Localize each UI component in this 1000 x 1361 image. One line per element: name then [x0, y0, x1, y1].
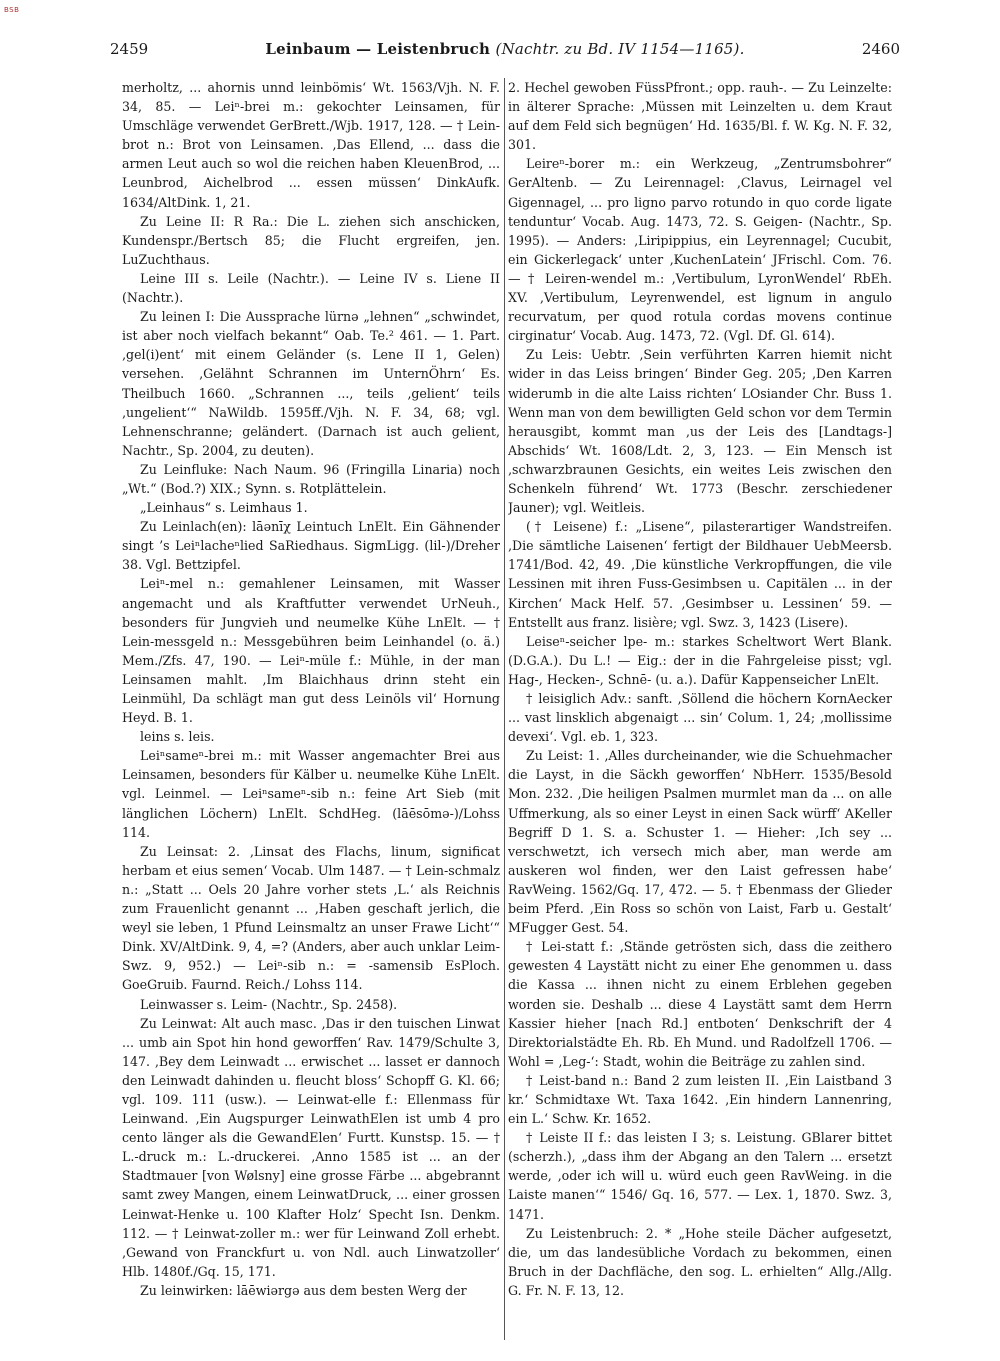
dictionary-entry: Leiⁿ-mel n.: gemahlener Leinsamen, mit Wasser angemacht und als Kraftfutter verwendet UrNeuh., besonders für Jungvieh und neumelke Kühe LnElt. — † Lein-messgeld n.: Messgebühren beim Leinhandel (o. ä.) Mem./Zfs. 47, 190. — Leiⁿ-müle f.: Mühle, in der man Leinsamen mahlt. ‚Im Blaichhaus drinn steht ein Leinmühl, Da schlägt man gut dess Leinöls vil‘ Hornung Heyd. B. 1. [122, 576, 500, 726]
dictionary-entry: († Leisene) f.: „Lisene“, pilasterartiger Wandstreifen. ‚Die sämtliche Laisenen‘ fertigt der Bildhauer UebMeersb. 1741/Bod. 42, 49. ‚Die künstliche Verkropffungen, die vile Lessinen mit ihren Fuss-Gesimbsen u. Capitälen ... in der Kirchen‘ Mack Helf. 57. ‚Gesimbser u. Lessinen‘ 59. — Entstellt aus franz. lisière; vgl. Swz. 3, 1423 (Lisere). [508, 519, 892, 630]
dictionary-entry: Zu Leine II: R Ra.: Die L. ziehen sich anschicken, Kundenspr./Bertsch 85; die Flucht ergreifen, jen. LuZuchthaus. [122, 213, 500, 267]
dictionary-entry: Zu leinwirken: lāēwiərgə aus dem besten Werg der [140, 1282, 467, 1298]
page-number-right: 2460 [861, 40, 900, 58]
page-header [110, 40, 900, 64]
dictionary-entry: Zu Leistenbruch: 2. * „Hohe steile Dächer aufgesetzt, die, um das landesübliche Vordach zu bekommen, einen Bruch in der Dachfläche, den sog. L. erhielten“ Allg./Allg. G. Fr. N. F. 13, 12. [508, 1225, 892, 1298]
dictionary-entry: 2. Hechel gewoben FüssPfront.; opp. rauh-. — Zu Leinzelte: in älterer Sprache: ‚Müssen mit Leinzelten u. dem Kraut auf dem Feld sich begnügen‘ Hd. 1635/Bl. f. W. Kg. N. F. 32, 301. [508, 80, 892, 153]
dictionary-entry: Zu Leinlach(en): lāənīχ Leintuch LnElt. Ein Gähnender singt ’s Leiⁿlacheⁿlied SaRiedhaus. SigmLigg. (lil-)/Dreher 38. Vgl. Bettzipfel. [122, 519, 500, 573]
column-divider [504, 78, 505, 1340]
dictionary-entry: † Leist-band n.: Band 2 zum leisten II. ‚Ein Laistband 3 kr.‘ Schmidtaxe Wt. Taxa 1642. ‚Ein hindern Lannenring, ein L.‘ Schw. Kr. 1652. [508, 1072, 892, 1127]
running-title [110, 40, 900, 58]
dictionary-entry: † Leiste II f.: das leisten I 3; s. Leistung. GBlarer bittet (scherzh.), „dass ihm der Abgang an den Talern ... ersetzt werde, ‚oder ich will u. würd euch geen RavWeing. in die Laiste manen‘“ 1546/ Gq. 16, 577. — Lex. 1, 1870. Swz. 3, 1471. [508, 1130, 892, 1222]
dictionary-entry: Zu leinen I: Die Aussprache lürnə „lehnen“ „schwindet, ist aber noch vielfach bekannt“ Oab. Te.² 461. — 1. Part. ‚gel(i)ent‘ mit einem Geländer (s. Lene II 1, Gelen) versehen. ‚Gelähnt Schrannen im UnternÖhrn‘ Es. Theilbuch 1660. „Schrannen ..., teils ‚gelient‘ teils ‚ungelient‘“ NaWildb. 1595ff./Vjh. N. F. 34, 68; vgl. Lehnenschranne; geländert. (Darnach ist auch gelient, Nachtr., Sp. 2004, zu deuten). [122, 309, 500, 458]
dictionary-entry: Leireⁿ-borer m.: ein Werkzeug, „Zentrumsbohrer“ GerAltenb. — Zu Leirennagel: ‚Clavus, Leirnagel vel Gigennagel, ... pro ligno parvo rotundo in quo corde ligate tenduntur‘ Vocab. Aug. 1473, 72. S. Geigen- (Nachtr., Sp. 1995). — Anders: ‚Liripippius, ein Leyrennagel; Cucubit, ein Gickerlegack‘ unter ‚KuchenLatein‘ JFrischl. Com. 76. — † Leiren-wendel m.: ‚Vertibulum, LyronWendel‘ RbEh. XV. ‚Vertibulum, Leyrenwendel, est lignum in angulo recurvatum, per quod rotula cordas movens continue cirginatur‘ Vocab. Aug. 1473, 72. (Vgl. Df. Gl. 614). [508, 156, 892, 344]
dictionary-entry: Leiⁿsameⁿ-brei m.: mit Wasser angemachter Brei aus Leinsamen, besonders für Kälber u. neumelke Kühe LnElt. vgl. Leinmel. — Leiⁿsameⁿ-sib n.: feine Art Sieb (mit länglichen Löchern) LnElt. SchdHeg. (lāēsōmə-)/Lohss 114. [122, 748, 500, 840]
running-title-note: (Nachtr. zu Bd. IV 1154—1165). [495, 40, 745, 58]
page-number-left: 2459 [110, 40, 149, 58]
dictionary-entry: Zu Leinwat: Alt auch masc. ‚Das ir den tuischen Linwat ... umb ain Spot hin hond geworffen‘ Rav. 1479/Schulte 3, 147. ‚Bey dem Leinwadt ... erwischet ... lasset er dannoch den Leinwadt dahinden u. fleucht bloss‘ Schopff G. Kl. 66; vgl. 109. 111 (usw.). — Leinwat-elle f.: Ellenmass für Leinwand. ‚Ein Augspurger LeinwathElen ist umb 4 pro cento länger als die GewandElen‘ Furtt. Kunstsp. 15. — † L.-druck m.: L.-druckerei. ‚Anno 1585 ist ... an der Stadtmauer [von Wølsny] eine grosse Färbe ... abgebrannt samt zwey Mangen, einem LeinwatDruck, ... einer grossen Leinwat-Henke u. 100 Klafter Holz‘ Specht Isn. Denkm. 112. — † Leinwat-zoller m.: wer für Leinwand Zoll erhebt. ‚Gewand von Franckfurt u. von Ndl. auch Linwatzoller‘ Hlb. 1480f./Gq. 15, 171. [122, 1015, 500, 1279]
dictionary-entry: Zu Leinfluke: Nach Naum. 96 (Fringilla Linaria) noch „Wt.“ (Bod.?) XIX.; Synn. s. Rotplättelein. [122, 461, 500, 496]
running-title-main: Leinbaum — Leistenbruch [265, 40, 491, 58]
dictionary-entry: Zu Leist: 1. ‚Alles durcheinander, wie die Schuehmacher die Layst, in die Säckh geworffen‘ NbHerr. 1535/Besold Mon. 232. ‚Die heiligen Psalmen murmlet man da ... on alle Uffmerkung, als so einer Leyst in einen Sack würff‘ AKeller Begriff D 1. S. a. Schuster 1. — Hieher: ‚Ich sey ... verschwetzt, ich versech mich aber, man werde am auskeren wol finden, wer den Laist gefressen habe‘ RavWeing. 1562/Gq. 17, 472. — 5. † Ebenmass der Glieder beim Pferd. ‚Ein Ross so schön von Laist, Farb u. Gestalt‘ MFugger Gest. 54. [508, 748, 892, 936]
dictionary-entry: „Leinhaus“ s. Leimhaus 1. [140, 500, 308, 516]
library-stamp: BSB [4, 6, 20, 14]
dictionary-entry: Leine III s. Leile (Nachtr.). — Leine IV s. Liene II (Nachtr.). [122, 270, 500, 306]
dictionary-entry: merholtz, ... ahornis unnd leinbömis‘ Wt. 1563/Vjh. N. F. 34, 85. — Leiⁿ-brei m.: gekochter Leinsamen, für Umschläge verwendet GerBrett./Wjb. 1917, 128. — † Lein-brot n.: Brot von Leinsamen. ‚Das Ellend, ... dass die armen Leut auch so wol die reichen haben KleuenBrod, ... Leunbrod, Aichelbrod ... essen müssen‘ DinkAufk. 1634/AltDink. 1, 21. [122, 80, 500, 210]
dictionary-entry: Leinwasser s. Leim- (Nachtr., Sp. 2458). [140, 996, 398, 1012]
right-column [508, 78, 892, 1340]
dictionary-entry: † leisiglich Adv.: sanft. ‚Söllend die höchern KornAecker ... vast linsklich abgenaigt ... sin‘ Colum. 1, 24; ‚mollissime devexi‘. Vgl. eb. 1, 323. [508, 691, 892, 745]
left-column [122, 78, 500, 1340]
dictionary-entry: † Lei-statt f.: ‚Stände getrösten sich, dass die zeithero gewesten 4 Laystätt nicht zu einer Ehe genommen u. dass die Kassa ... ihnen nicht zu einem Erblehen gegeben worden sie. Deshalb ... diese 4 Laystätt samt dem Herrn Kassier hieher [nach Rd.] entboten‘ Denkschrift der 4 Direktorialstädte Eh. Rb. Eh Mund. und Radolfzell 1706. — Wohl = ‚Leg-‘: Stadt, wohin die Beiträge zu zahlen sind. [508, 939, 892, 1069]
dictionary-entry: Zu Leis: Uebtr. ‚Sein verführten Karren hiemit nicht wider in das Leiss bringen‘ Binder Geg. 205; ‚Den Karren widerumb in die alte Laiss richten‘ LOsiander Chr. Buss 1. Wenn man von dem bewilligten Geld schon vor dem Termin herausgibt, kommt man ‚us der Leis des [Landtags-] Abschids‘ Wt. 1608/Ldt. 2, 3, 123. — Ein Mensch ist ‚schwarzbraunen Gesichts, ein weites Leis zwischen den Schenkeln führend‘ Wt. 1773 (Beschr. zerschiedener Jauner); vgl. Weitleis. [508, 347, 892, 516]
dictionary-entry: leins s. leis. [140, 729, 215, 745]
dictionary-entry: Zu Leinsat: 2. ‚Linsat des Flachs, linum, significat herbam et eius semen‘ Vocab. Ulm 1487. — † Lein-schmalz n.: „Statt ... Oels 20 Jahre vorher stets ‚L.‘ als Reichnis zum Frauenlicht genannt ... ‚Haben geschaft jerlich, die weyl sie leben, 1 Pfund Leinsmaltz an unser Frawe Licht‘“ Dink. XV/AltDink. 9, 4, =? (Anders, aber auch unklar Leim- Swz. 9, 952.) — Leiⁿ-sib n.: = -samensib EsPloch. GoeGruib. Faurnd. Reich./ Lohss 114. [122, 843, 500, 993]
dictionary-entry: Leiseⁿ-seicher lpe- m.: starkes Scheltwort Wert Blank. (D.G.A.). Du L.! — Eig.: der in die Fahrgeleise pisst; vgl. Hag-, Hecken-, Schnē- (u. a.). Dafür Kappenseicher LnElt. [508, 633, 892, 687]
